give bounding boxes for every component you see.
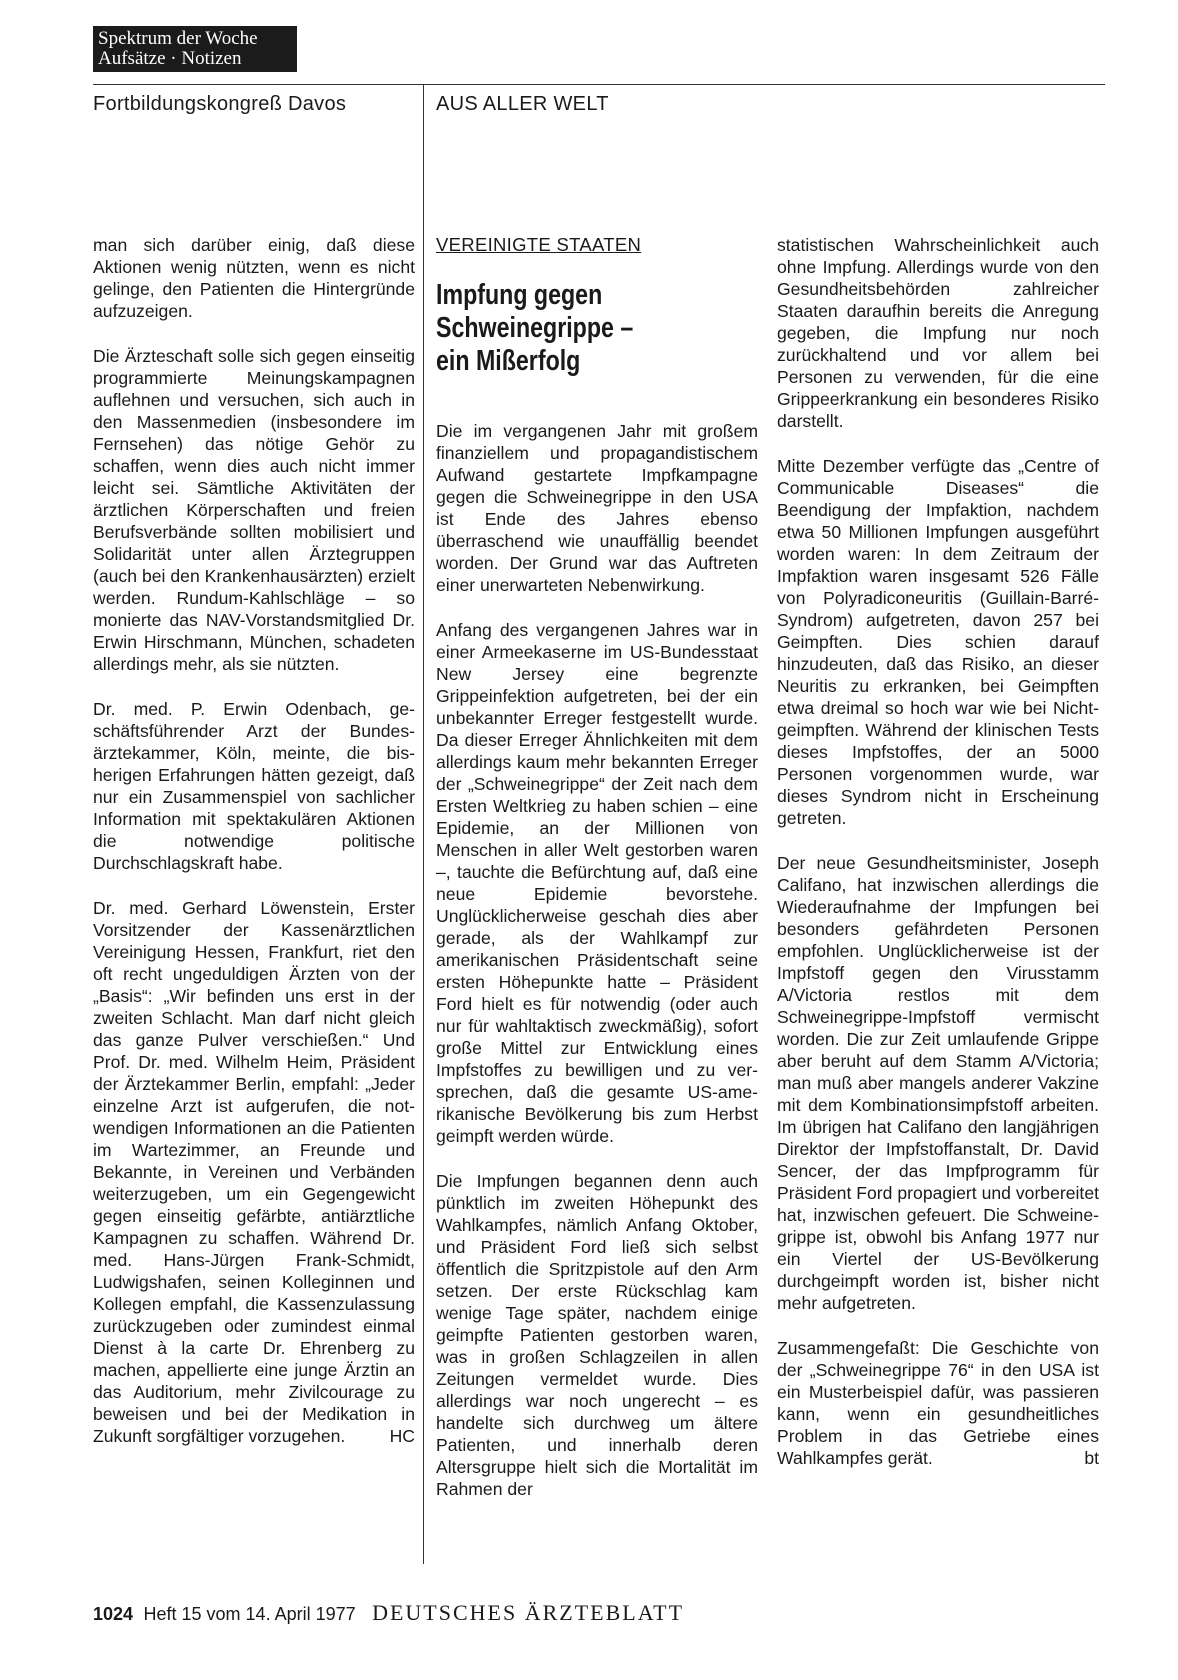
column-2-paragraph: Die Impfungen begannen denn auch pünktlich im zweiten Höhepunkt des Wahlkampfes, nämlich Anfang Oktober, und Präsident Ford ließ sich selbst öffentlich die Spritzpistole auf den Arm setzen. Der erste Rückschlag kam wenige Tage später, nachdem einige geimpfte Patienten gestorben waren, was in großen Schlagzeilen in allen Zeitungen vermeldet wurde. Dies allerdings war noch ungerecht – es handelte sich durchweg um ältere Patienten, und innerhalb deren Altersgruppe hielt sich die Mortalität im Rahmen der <box>436 1171 758 1499</box>
headline-line-2: Schweinegrippe – <box>436 312 634 344</box>
column-divider <box>423 84 424 1564</box>
issue-info: Heft 15 vom 14. April 1977 <box>143 1604 356 1624</box>
column-3-last-text: Zusammengefaßt: Die Geschichte von der „Schweinegrippe 76“ in den USA ist ein Musterbeispiel dafür, was passieren kann, wenn ein gesundheitliches Problem in das Getriebe eines Wahlkampfes gerät. <box>777 1338 1099 1468</box>
page-number: 1024 <box>93 1604 134 1624</box>
column-3-paragraph <box>777 1337 1099 1469</box>
column-1-last-text: Dr. med. Gerhard Löwenstein, Erster Vorsitzender der Kassenärztlichen Vereinigung Hessen, Frankfurt, riet den oft recht ungeduldigen Ärzten von der „Basis“: „Wir befinden uns erst in der zweiten Schlacht. Man darf nicht gleich das ganze Pulver verschießen.“ Und Prof. Dr. med. Wilhelm Heim, Präsident der Ärztekammer Berlin, empfahl: „Jeder einzelne Arzt ist aufgerufen, die notwendigen Informationen an die Patienten im Wartezimmer, an Freunde und Bekannte, in Vereinen und Verbänden weiterzugeben, um ein Gegengewicht gegen einseitig gefärbte, antiärztliche Kampagnen zu schaffen. Während Dr. med. Hans-Jürgen Frank-Schmidt, Ludwigshafen, seinen Kolleginnen und Kollegen empfahl, die Kassenzulassung zurückzugeben oder zumindest einmal Dienst à la carte Dr. Ehrenberg zu machen, appellierte eine junge Ärztin an das Auditorium, mehr Zivilcourage zu beweisen und bei der Medikation in Zukunft sorgfältiger vorzugehen. <box>93 898 415 1446</box>
journal-name: DEUTSCHES ÄRZTEBLATT <box>372 1600 685 1625</box>
right-kicker: AUS ALLER WELT <box>436 93 609 115</box>
top-rule <box>93 84 1105 85</box>
section-badge <box>93 26 297 72</box>
left-kicker: Fortbildungskongreß Davos <box>93 93 347 115</box>
column-1-paragraph: man sich darüber einig, daß diese Aktionen wenig nützten, wenn es nicht gelinge, den Patienten die Hintergründe aufzuzeigen. <box>93 235 415 321</box>
column-2-paragraph: Die im vergangenen Jahr mit großem finanziellem und propagandistischem Aufwand gestartete Impfkampagne gegen die Schweinegrippe in den USA ist Ende des Jahres ebenso überraschend wie unauffällig beendet worden. Der Grund war das Auftreten einer unerwarteten Nebenwirkung. <box>436 421 758 595</box>
page-footer <box>93 1600 684 1626</box>
column-2-paragraph: Anfang des vergangenen Jahres war in einer Armeekaserne im US-Bundesstaat New Jersey eine begrenzte Grippeinfektion aufgetreten, bei der ein unbekannter Erreger festgestellt wurde. Da dieser Erreger Ähnlichkeiten mit dem allerdings kaum mehr bekannten Erreger der „Schweinegrippe“ der Zeit nach dem Ersten Weltkrieg zu haben schien – eine Epidemie, an der Millionen von Menschen in aller Welt gestorben waren –, tauchte die Befürchtung auf, daß eine neue Epidemie bevorstehe. Unglücklicherweise geschah dies aber gerade, als der Wahlkampf zur amerikanischen Präsidentschaft seine ersten Höhepunkte hatte – Präsident Ford hielt es für notwendig (oder auch nur für wahltaktisch zweckmäßig), sofort große Mittel zur Entwicklung eines Impfstoffes zu bewilligen und zu versprechen, daß die gesamte US-amerikanische Bevölkerung bis zum Herbst geimpft werden würde. <box>436 620 758 1146</box>
author-signature: bt <box>1084 1448 1099 1468</box>
column-2 <box>436 234 758 1523</box>
column-3 <box>777 234 1099 1492</box>
column-1-paragraph: Dr. med. P. Erwin Odenbach, geschäftsführender Arzt der Bundesärztekammer, Köln, meinte, die bisherigen Erfahrungen hätten gezeigt, daß nur ein Zusammenspiel von sachlicher Information mit spektakulären Aktionen die notwendige politische Durchschlagskraft habe. <box>93 699 415 873</box>
headline-line-3: ein Mißerfolg <box>436 345 581 377</box>
column-3-paragraph: Mitte Dezember verfügte das „Centre of Communicable Diseases“ die Beendigung der Impfaktion, nachdem etwa 50 Millionen Impfungen ausgeführt worden waren: In dem Zeitraum der Impfaktion waren insgesamt 526 Fälle von Polyradiconeuritis (Guillain-Barré-Syndrom) aufgetreten, davon 257 bei Geimpften. Dies schien darauf hinzudeuten, daß das Risiko, an dieser Neuritis zu erkranken, bei Geimpften etwa dreimal so hoch war wie bei Nichtgeimpften. Während der klinischen Tests dieses Impfstoffes, der an 5000 Personen vorgenommen wurde, war dieses Syndrom nicht in Erscheinung getreten. <box>777 456 1099 828</box>
headline-line-1: Impfung gegen <box>436 279 603 311</box>
column-3-paragraph: statistischen Wahrscheinlichkeit auch ohne Impfung. Allerdings wurde von den Gesundheitsbehörden zahlreicher Staaten daraufhin bereits die Anregung gegeben, die Impfung nur noch zurückhaltend und vor allem bei Personen zu verwenden, für die eine Grippeerkrankung ein besonderes Risiko darstellt. <box>777 235 1099 431</box>
column-3-paragraph: Der neue Gesundheitsminister, Joseph Califano, hat inzwischen allerdings die Wiederaufnahme der Impfungen bei besonders gefährdeten Personen empfohlen. Unglücklicherweise ist der Impfstoff gegen den Virusstamm A/Victoria restlos mit dem Schweinegrippe-Impfstoff vermischt worden. Die zur Zeit umlaufende Grippe aber beruht auf dem Stamm A/Victoria; man muß aber mangels anderer Vakzine mit dem Kombinationsimpfstoff arbeiten. Im übrigen hat Califano den langjährigen Direktor der Impfstoffanstalt, Dr. David Sencer, der das Impfprogramm für Präsident Ford propagiert und vorbereitet hat, inzwischen gefeuert. Die Schweinegrippe ist, obwohl bis Anfang 1977 nur ein Viertel der US-Bevölkerung durchgeimpft worden ist, bisher nicht mehr aufgetreten. <box>777 853 1099 1313</box>
column-1-paragraph <box>93 897 415 1447</box>
section-label: VEREINIGTE STAATEN <box>436 234 642 255</box>
badge-line-1: Spektrum der Woche <box>98 28 258 49</box>
author-signature: HC <box>389 1426 415 1446</box>
badge-line-2: Aufsätze · Notizen <box>98 48 242 69</box>
article-headline <box>436 279 756 378</box>
column-1-paragraph: Die Ärzteschaft solle sich gegen einseitig programmierte Meinungskampagnen auflehnen und versuchen, sich auch in den Massenmedien (insbesondere im Fernsehen) das nötige Gehör zu schaffen, wenn dies auch nicht immer leicht sei. Sämtliche Aktivitäten der ärztlichen Körperschaften und freien Berufsverbände sollten mobilisiert und Solidarität unter allen Ärztegruppen (auch bei den Krankenhausärzten) erzielt werden. Rundum-Kahlschläge – so monierte das NAV-Vorstandsmitglied Dr. Erwin Hirschmann, München, schadeten allerdings mehr, als sie nützten. <box>93 346 415 674</box>
column-1 <box>93 234 415 1470</box>
